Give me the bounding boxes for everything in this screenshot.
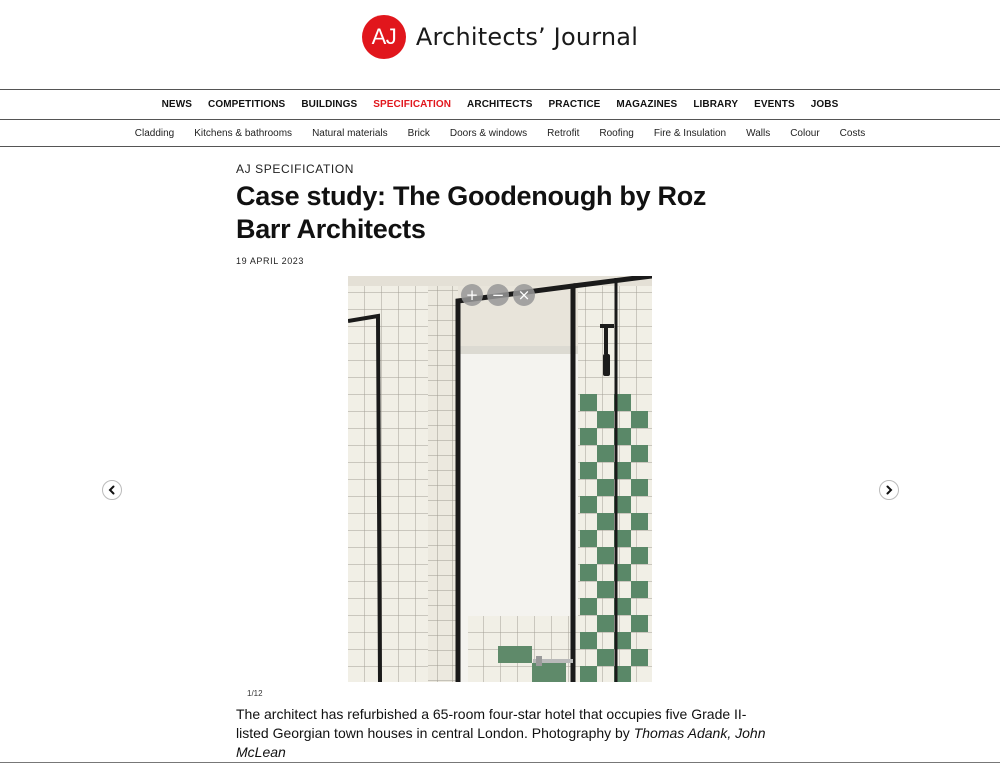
article-date: 19 APRIL 2023	[236, 256, 305, 266]
subnav-item-colour[interactable]: Colour	[790, 127, 820, 139]
nav-item-events[interactable]: EVENTS	[754, 99, 795, 110]
article-kicker[interactable]: AJ SPECIFICATION	[236, 162, 355, 176]
caption-text: The architect has refurbished a 65-room four-star hotel that occupies five Grade II-listed Georgian town houses in central London. Photography by	[236, 706, 747, 741]
zoom-out-button[interactable]: −	[487, 284, 509, 306]
logo-mark: AJ	[362, 15, 406, 59]
chevron-right-icon	[884, 485, 894, 495]
nav-item-magazines[interactable]: MAGAZINES	[616, 99, 678, 110]
subnav-item-fire-insulation[interactable]: Fire & Insulation	[653, 127, 727, 139]
subnav-item-roofing[interactable]: Roofing	[599, 127, 634, 139]
logo-wordmark: Architects’ Journal	[415, 23, 639, 51]
site-logo[interactable]	[362, 15, 638, 59]
caption-credit: John McLean	[236, 725, 766, 760]
subnav-item-brick[interactable]: Brick	[407, 127, 430, 139]
nav-item-architects[interactable]: ARCHITECTS	[467, 99, 533, 110]
nav-item-competitions[interactable]: COMPETITIONS	[208, 99, 286, 110]
zoom-in-button[interactable]: +	[461, 284, 483, 306]
close-button[interactable]: ×	[513, 284, 535, 306]
image-caption	[236, 705, 766, 762]
subnav-item-walls[interactable]: Walls	[746, 127, 771, 139]
nav-item-buildings[interactable]: BUILDINGS	[301, 99, 358, 110]
gallery-prev-button[interactable]	[102, 480, 122, 500]
nav-item-jobs[interactable]: JOBS	[810, 99, 839, 110]
site-header	[0, 14, 1000, 60]
article-headline: Case study: The Goodenough by Roz Barr Architects	[236, 181, 707, 244]
divider	[0, 762, 1000, 763]
nav-item-practice[interactable]: PRACTICE	[548, 99, 601, 110]
subnav-item-retrofit[interactable]: Retrofit	[547, 127, 580, 139]
nav-item-news[interactable]: NEWS	[161, 99, 193, 110]
gallery-counter: 1/12	[247, 689, 263, 698]
subnav-item-costs[interactable]: Costs	[839, 127, 866, 139]
subnav-item-doors-windows[interactable]: Doors & windows	[449, 127, 528, 139]
nav-item-specification[interactable]: SPECIFICATION	[373, 99, 452, 110]
gallery-image[interactable]	[348, 276, 652, 682]
chevron-left-icon	[107, 485, 117, 495]
caption-separator: ,	[727, 725, 736, 741]
primary-nav	[0, 89, 1000, 120]
nav-item-library[interactable]: LIBRARY	[693, 99, 739, 110]
caption-credit: Thomas Adank	[633, 725, 728, 741]
secondary-nav	[0, 120, 1000, 147]
gallery-next-button[interactable]	[879, 480, 899, 500]
subnav-item-natural-materials[interactable]: Natural materials	[312, 127, 388, 139]
subnav-item-kitchens-bathrooms[interactable]: Kitchens & bathrooms	[194, 127, 293, 139]
image-zoom-controls	[461, 284, 535, 306]
subnav-item-cladding[interactable]: Cladding	[134, 127, 175, 139]
